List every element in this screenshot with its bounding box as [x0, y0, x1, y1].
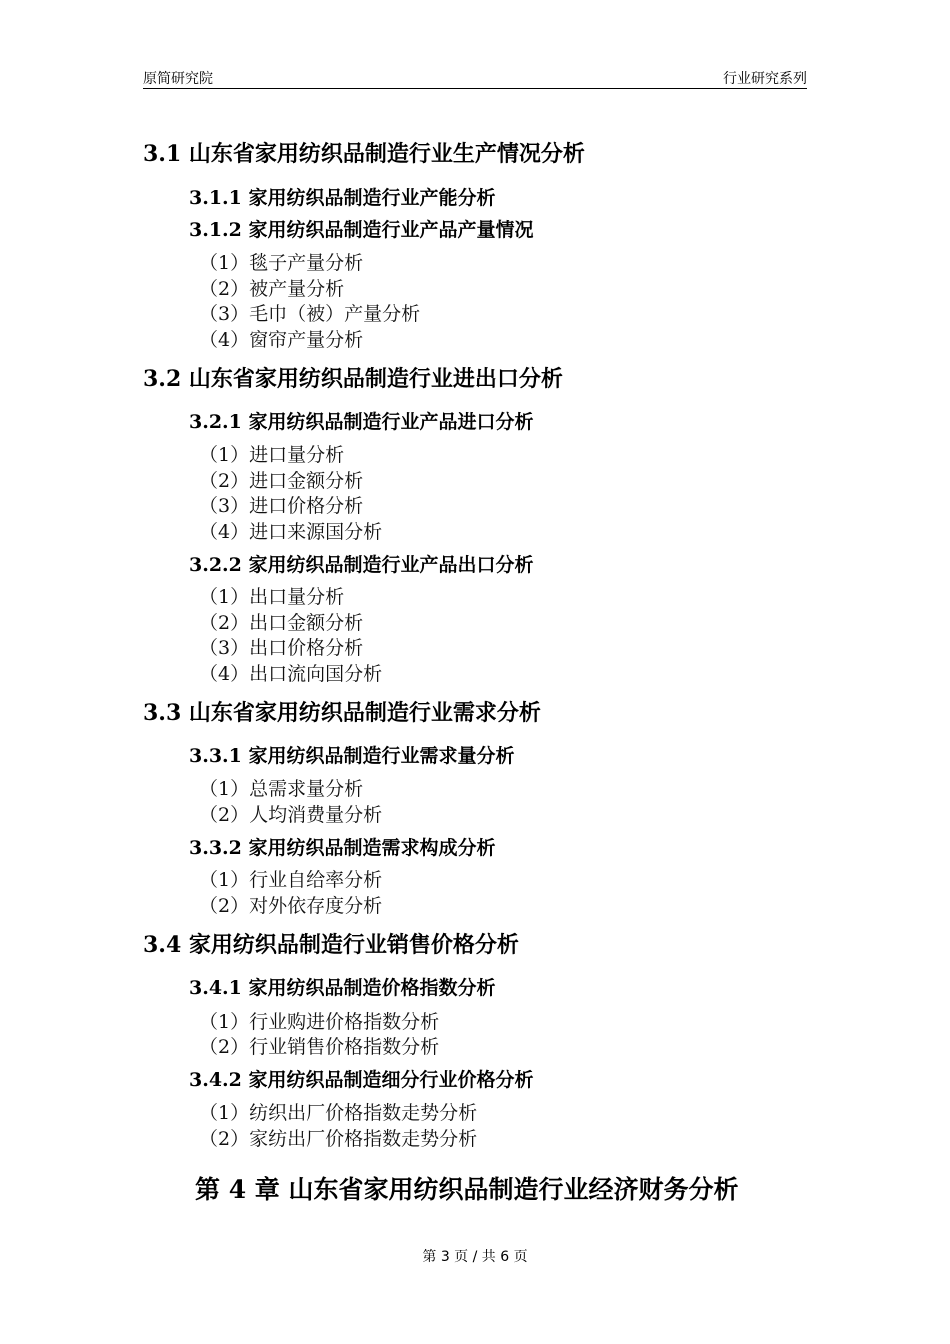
subsection-heading: 3.3.1 家用纺织品制造行业需求量分析 [189, 745, 515, 767]
list-item: （4）进口来源国分析 [199, 521, 383, 543]
subsection-heading: 3.2.1 家用纺织品制造行业产品进口分析 [189, 411, 534, 433]
list-item: （4）窗帘产量分析 [199, 329, 364, 351]
list-item: （1）毯子产量分析 [199, 252, 364, 274]
list-item: （2）出口金额分析 [199, 612, 364, 634]
list-item: （2）人均消费量分析 [199, 804, 383, 826]
list-item: （2）进口金额分析 [199, 470, 364, 492]
chapter-heading: 第 4 章 山东省家用纺织品制造行业经济财务分析 [195, 1175, 739, 1204]
section-heading: 3.4 家用纺织品制造行业销售价格分析 [143, 932, 519, 958]
list-item: （1）行业自给率分析 [199, 869, 383, 891]
list-item: （3）出口价格分析 [199, 637, 364, 659]
header-org-name: 原简研究院 [143, 71, 213, 87]
list-item: （3）进口价格分析 [199, 495, 364, 517]
list-item: （1）行业购进价格指数分析 [199, 1011, 440, 1033]
list-item: （3）毛巾（被）产量分析 [199, 303, 421, 325]
list-item: （1）纺织出厂价格指数走势分析 [199, 1102, 478, 1124]
subsection-heading: 3.3.2 家用纺织品制造需求构成分析 [189, 837, 496, 859]
list-item: （2）家纺出厂价格指数走势分析 [199, 1128, 478, 1150]
subsection-heading: 3.2.2 家用纺织品制造行业产品出口分析 [189, 554, 534, 576]
page-header [143, 66, 807, 89]
list-item: （1）出口量分析 [199, 586, 345, 608]
page-footer: 第 3 页 / 共 6 页 [422, 1249, 528, 1265]
list-item: （1）总需求量分析 [199, 778, 364, 800]
list-item: （2）行业销售价格指数分析 [199, 1036, 440, 1058]
header-series-name: 行业研究系列 [723, 71, 807, 87]
list-item: （2）对外依存度分析 [199, 895, 383, 917]
list-item: （1）进口量分析 [199, 444, 345, 466]
section-heading: 3.3 山东省家用纺织品制造行业需求分析 [143, 700, 541, 726]
list-item: （4）出口流向国分析 [199, 663, 383, 685]
list-item: （2）被产量分析 [199, 278, 345, 300]
subsection-heading: 3.4.1 家用纺织品制造价格指数分析 [189, 977, 496, 999]
subsection-heading: 3.1.1 家用纺织品制造行业产能分析 [189, 187, 496, 209]
section-heading: 3.1 山东省家用纺织品制造行业生产情况分析 [143, 141, 585, 167]
subsection-heading: 3.4.2 家用纺织品制造细分行业价格分析 [189, 1069, 534, 1091]
section-heading: 3.2 山东省家用纺织品制造行业进出口分析 [143, 366, 563, 392]
subsection-heading: 3.1.2 家用纺织品制造行业产品产量情况 [189, 219, 534, 241]
